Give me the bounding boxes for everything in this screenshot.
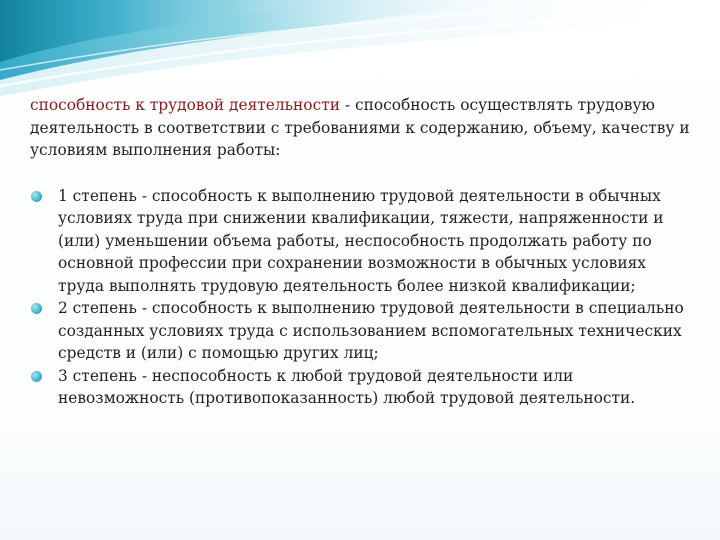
list-item-degree-3 [30, 365, 692, 410]
bullet-circle-icon [31, 371, 42, 382]
slide-content [30, 94, 692, 410]
list-item-text: 3 степень - неспособность к любой трудовой деятельности или невозможность (противопоказанность) любой трудовой деятельности. [58, 366, 636, 407]
definition-paragraph [30, 94, 692, 162]
list-item-degree-2 [30, 297, 692, 365]
definition-text: - способность осуществлять трудовую деятельность в соответствии с требованиями к содержанию, объему, качеству и условиям выполнения работы: [30, 96, 690, 159]
bullet-circle-icon [31, 191, 42, 202]
bullet-circle-icon [31, 303, 42, 314]
list-item-degree-1 [30, 185, 692, 298]
degree-list [30, 185, 692, 410]
definition-term: способность к трудовой деятельности [30, 96, 340, 114]
list-item-text: 2 степень - способность к выполнению трудовой деятельности в специально созданных условиях труда с использованием вспомогательных технических средств и (или) с помощью других лиц; [58, 299, 684, 362]
list-item-text: 1 степень - способность к выполнению трудовой деятельности в обычных условиях труда при снижении квалификации, тяжести, напряженности и (или) уменьшении объема работы, неспособность продолжать работу по основной профессии при сохранении возможности в обычных условиях труда выполнять трудовую деятельность более низкой квалификации; [58, 186, 664, 295]
